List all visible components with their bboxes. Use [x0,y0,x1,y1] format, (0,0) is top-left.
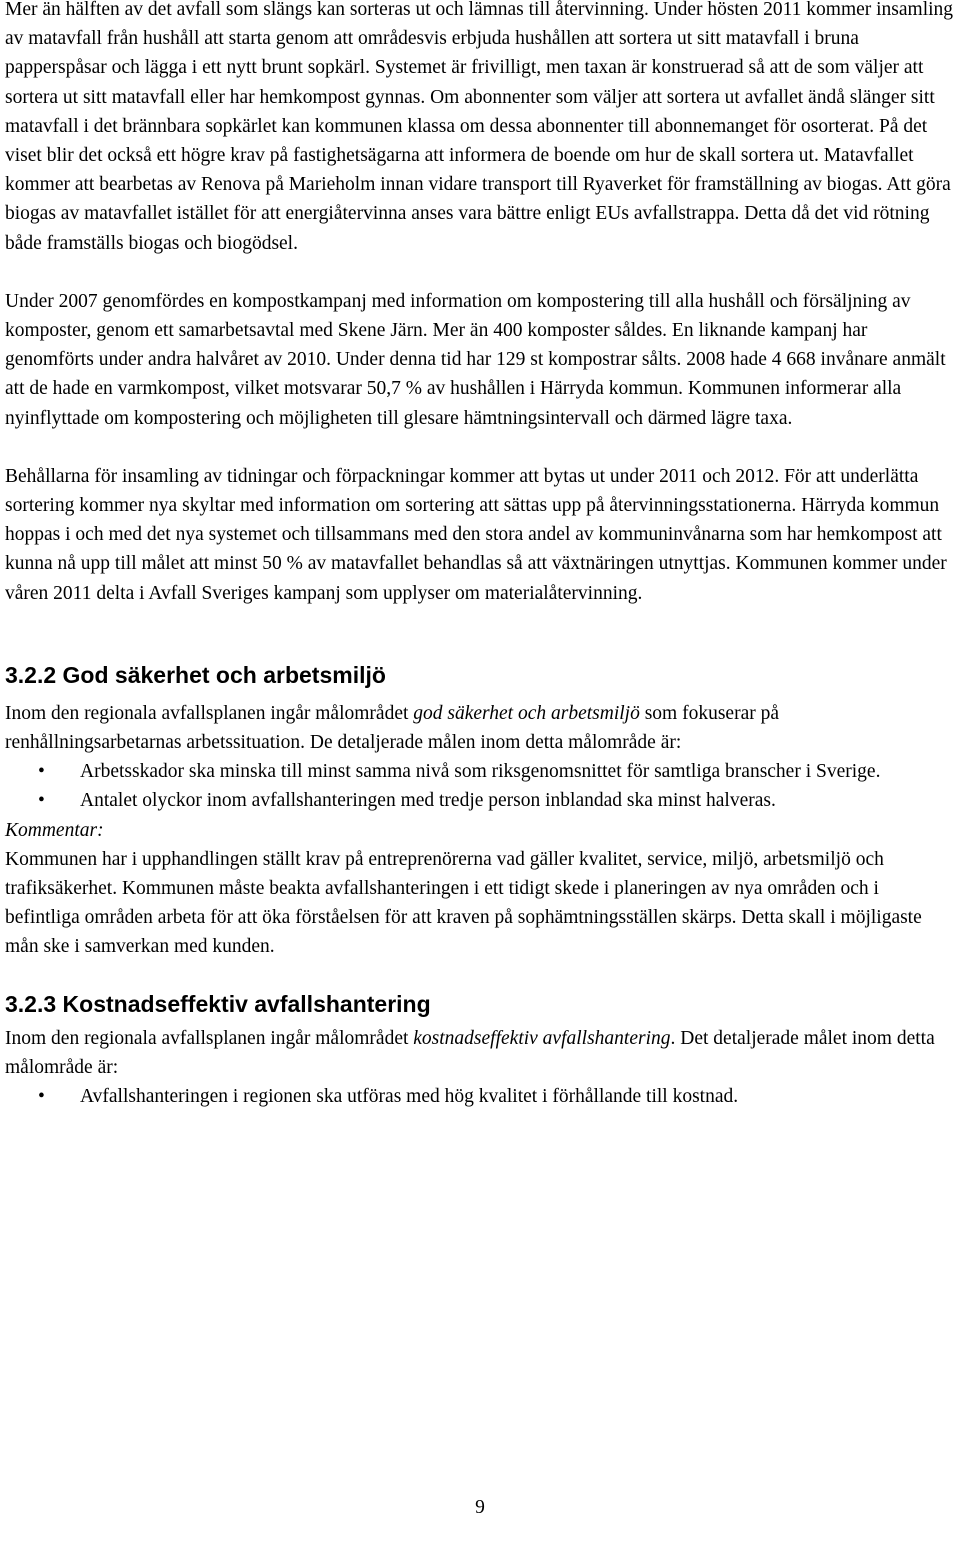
intro-text-start: Inom den regionala avfallsplanen ingår målområdet [5,1027,414,1049]
section-heading-323: 3.2.3 Kostnadseffektiv avfallshantering [5,990,431,1017]
paragraph-matavfall: Mer än hälften av det avfall som slängs kan sorteras ut och lämnas till återvinning. Under hösten 2011 kommer insamling av matavfall från hushåll att starta genom att områdesvis erbjuda hushållen att sortera ut sitt matavfall i bruna papperspåsar och lägga i ett nytt brunt sopkärl. Systemet är frivilligt, men taxan är konstruerad så att de som väljer att sortera ut sitt matavfall eller har hemkompost gynnas. Om abonnenter som väljer att sortera ut avfallet ändå slänger sitt matavfall i det brännbara sopkärlet kan kommunen klassa om dessa abonnenter till abonnemanget för osorterat. På det viset blir det också ett högre krav på fastighetsägarna att informera de boende om hur de skall sortera ut. Matavfallet kommer att bearbetas av Renova på Marieholm innan vidare transport till Ryaverket för framställning av biogas. Att göra biogas av matavfallet istället för att energiåtervinna anses vara bättre enligt EUs avfallstrappa. Detta då det vid rötning både framställs biogas och biogödsel. [5,0,954,254]
list-item-text: Arbetsskador ska minska till minst samma nivå som riksgenomsnittet för samtliga branscher i Sverige. [80,761,881,783]
comment-label [5,816,957,845]
section-323-intro [5,1024,957,1082]
list-item [5,786,957,815]
intro-emphasis: kostnadseffektiv avfallshantering [413,1027,671,1049]
list-item-text: Avfallshanteringen i regionen ska utföras med hög kvalitet i förhållande till kostnad. [80,1086,739,1108]
bullet-icon: • [38,761,45,783]
intro-emphasis: god säkerhet och arbetsmiljö [413,702,640,724]
section-322-intro [5,699,957,757]
page-number: 9 [475,1497,485,1518]
intro-text-start: Inom den regionala avfallsplanen ingår målområdet [5,702,414,724]
document-page [5,0,957,1111]
bullet-icon: • [38,790,45,812]
list-item [5,757,957,786]
bullet-icon: • [38,1086,45,1108]
paragraph-kompostkampanj: Under 2007 genomfördes en kompostkampanj med information om kompostering till alla hushåll och försäljning av komposter, genom ett samarbetsavtal med Skene Järn. Mer än 400 komposter såldes. En liknande kampanj har genomförts under andra halvåret av 2010. Under denna tid har 129 st kompostrar sålts. 2008 hade 4 668 invånare anmält att de hade en varmkompost, vilket motsvarar 50,7 % av hushållen i Härryda kommun. Kommunen informerar alla nyinflyttade om kompostering och möjligheten till glesare hämtningsintervall och därmed lägre taxa. [5,290,946,429]
comment-label-text: Kommentar: [5,819,104,841]
section-heading-322: 3.2.2 God säkerhet och arbetsmiljö [5,661,386,688]
list-item [5,1082,957,1111]
intro-text-end: . Det detaljerade målet inom detta målområde är: [5,1027,935,1078]
section-323-goal-list [5,1082,957,1111]
section-322-goal-list [5,757,957,815]
intro-text-end: som fokuserar på renhållningsarbetarnas arbetssituation. De detaljerade målen inom detta målområde är: [5,702,780,754]
list-item-text: Antalet olyckor inom avfallshanteringen med tredje person inblandad ska minst halveras. [80,790,776,812]
paragraph-behallare: Behållarna för insamling av tidningar och förpackningar kommer att bytas ut under 2011 och 2012. För att underlätta sortering kommer nya skyltar med information om sortering att sättas upp på återvinningsstationerna. Härryda kommun hoppas i och med det nya systemet och tillsammans med den stora andel av kommuninvånarna som har hemkompost att kunna nå upp till målet att minst 50 % av matavfallet behandlas så att växtnäringen utnyttjas. Kommunen kommer under våren 2011 delta i Avfall Sveriges kampanj som upplyser om materialåtervinning. [5,465,947,604]
comment-text: Kommunen har i upphandlingen ställt krav på entreprenörerna vad gäller kvalitet, service, miljö, arbetsmiljö och trafiksäkerhet. Kommunen måste beakta avfallshanteringen i ett tidigt skede i planeringen av nya områden och i befintliga områden arbeta för att öka förståelsen för att kraven på sophämtningsställen skärps. Detta skall i möjligaste mån ske i samverkan med kunden. [5,848,922,958]
